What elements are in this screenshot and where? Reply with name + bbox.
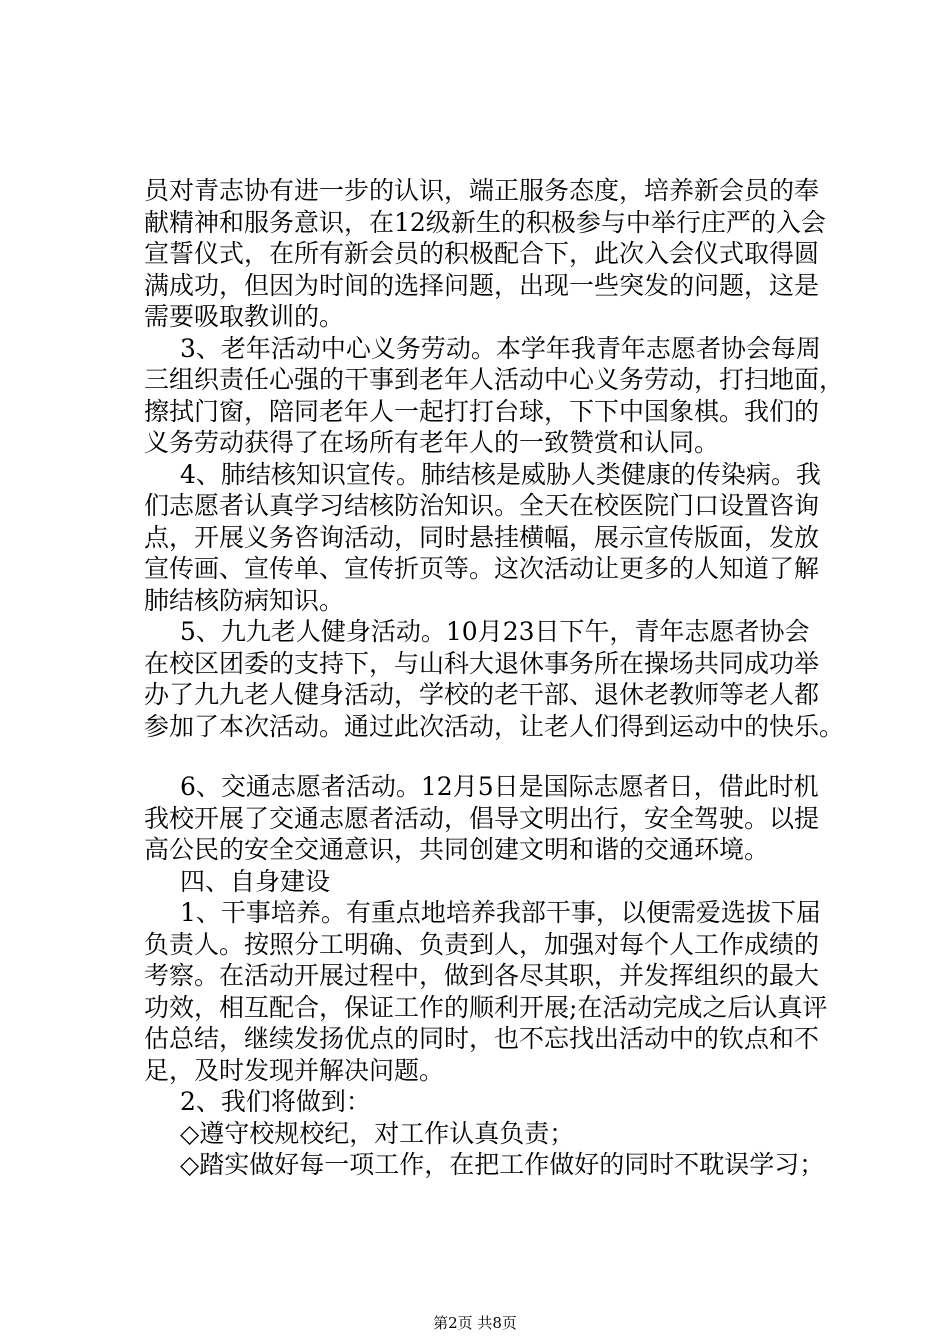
text-line: 在校区团委的支持下，与山科大退休事务所在操场共同成功举	[144, 649, 820, 678]
text-line: 高公民的安全交通意识，共同创建文明和谐的交通环境。	[144, 835, 770, 864]
text-line: 我校开展了交通志愿者活动，倡导文明出行，安全驾驶。以提	[144, 804, 820, 833]
text-line: 满成功，但因为时间的选择问题，出现一些突发的问题，这是	[144, 271, 820, 300]
paragraph-first-line: 3、老年活动中心义务劳动。本学年我青年志愿者协会每周	[180, 334, 821, 363]
text-line: 需要吸取教训的。	[144, 302, 345, 331]
text-line: 员对青志协有进一步的认识，端正服务态度，培养新会员的奉	[144, 176, 820, 205]
text-line: 三组织责任心强的干事到老年人活动中心义务劳动，打扫地面，	[144, 365, 845, 394]
paragraph-first-line: 6、交通志愿者活动。12月5日是国际志愿者日，借此时机	[180, 772, 819, 801]
text-line: 义务劳动获得了在场所有老年人的一致赞赏和认同。	[144, 428, 720, 457]
bullet-item: ◇踏实做好每一项工作，在把工作做好的同时不耽误学习；	[180, 1150, 825, 1179]
paragraph-first-line: 1、干事培养。有重点地培养我部干事，以便需爱选拔下届	[180, 898, 821, 927]
paragraph-first-line: 5、九九老人健身活动。10月23日下午，青年志愿者协会	[180, 617, 810, 646]
text-line: 负责人。按照分工明确、负责到人，加强对每个人工作成绩的	[144, 930, 820, 959]
section-heading: 四、自身建设	[180, 867, 331, 896]
text-line: 功效，相互配合，保证工作的顺利开展;在活动完成之后认真评	[144, 993, 828, 1022]
bullet-item: ◇遵守校规校纪，对工作认真负责；	[180, 1119, 575, 1148]
text-line: 考察。在活动开展过程中，做到各尽其职，并发挥组织的最大	[144, 961, 820, 990]
text-line: 擦拭门窗，陪同老年人一起打打台球，下下中国象棋。我们的	[144, 397, 820, 426]
text-line: 肺结核防病知识。	[144, 586, 345, 615]
paragraph-first-line: 4、肺结核知识宣传。肺结核是威胁人类健康的传染病。我	[180, 460, 821, 489]
text-line: 办了九九老人健身活动，学校的老干部、退休老教师等老人都	[144, 680, 820, 709]
text-line: 参加了本次活动。通过此次活动，让老人们得到运动中的快乐。	[144, 712, 845, 741]
text-line: 宣传画、宣传单、宣传折页等。这次活动让更多的人知道了解	[144, 554, 820, 583]
text-line: 宣誓仪式，在所有新会员的积极配合下，此次入会仪式取得圆	[144, 239, 820, 268]
text-line: 估总结，继续发扬优点的同时，也不忘找出活动中的钦点和不	[144, 1024, 820, 1053]
text-line: 献精神和服务意识，在12级新生的积极参与中举行庄严的入会	[144, 208, 826, 237]
text-line: 足，及时发现并解决问题。	[144, 1056, 445, 1085]
text-line: 点，开展义务咨询活动，同时悬挂横幅，展示宣传版面，发放	[144, 523, 820, 552]
text-line: 们志愿者认真学习结核防治知识。全天在校医院门口设置咨询	[144, 491, 820, 520]
paragraph-first-line: 2、我们将做到：	[180, 1087, 371, 1116]
page-number-footer: 第2页 共8页	[433, 1314, 517, 1332]
